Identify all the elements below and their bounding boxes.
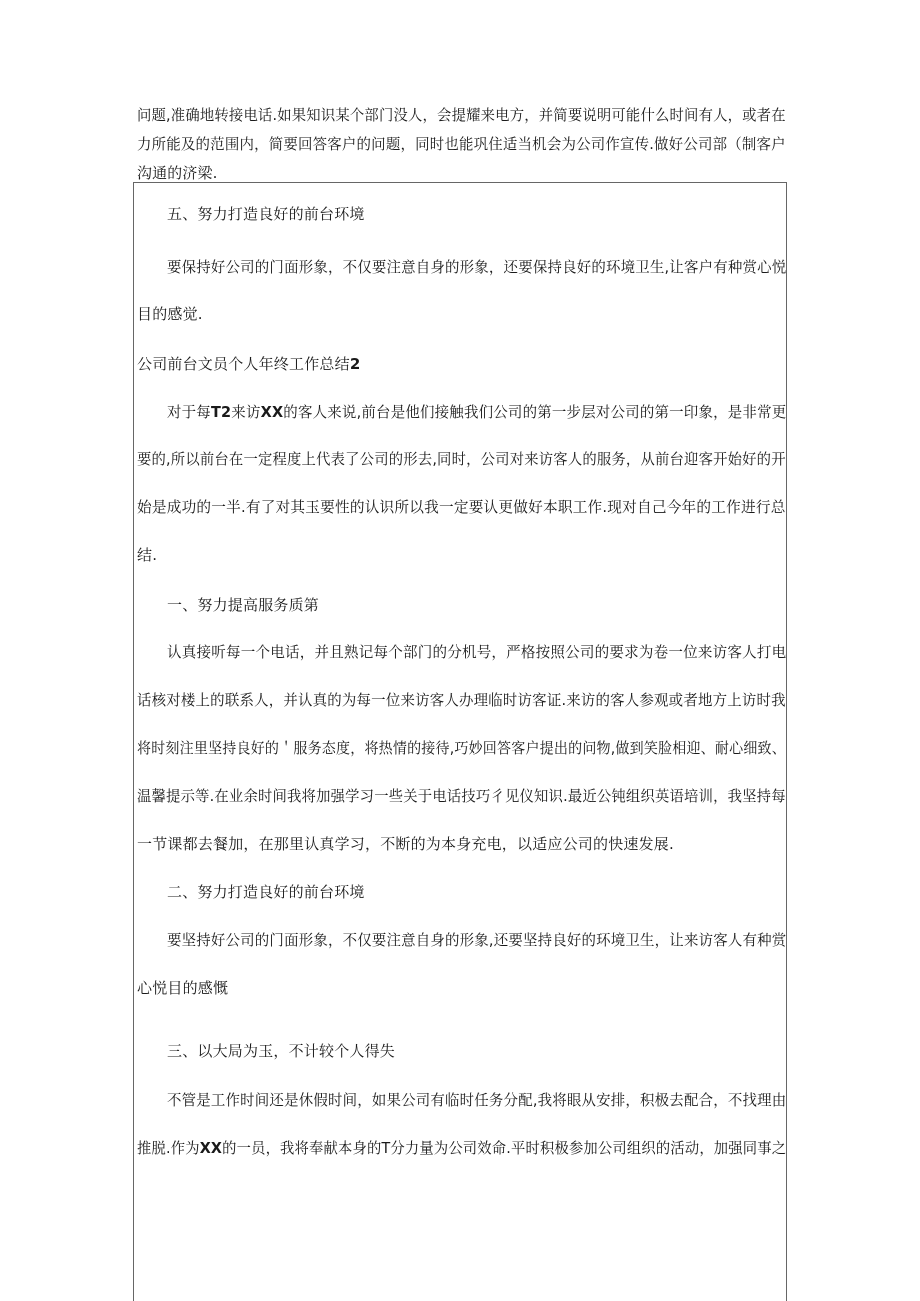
section-heading-2: 二、努力打造良好的前台环境 — [167, 883, 365, 901]
text-span: 来访 — [231, 403, 261, 421]
text-line: 力所能及的范围内，简要回答客户的问题，同时也能巩住适当机会为公司作宣传.做好公司部（制客户 — [137, 135, 786, 153]
paragraph-line: 一节课都去餐加，在那里认真学习，不断的为本身充电，以适应公司的快速发展. — [137, 835, 674, 853]
title-text: 公司前台文员个人年终工作总结 — [137, 355, 350, 373]
paragraph-line: 将时刻注里坚持良好的＇服务态度，将热情的接待,巧妙回答客户提出的问物,做到笑脸相迎、耐心细致、 — [137, 739, 786, 757]
paragraph-line: 心悦目的感慨 — [137, 979, 229, 997]
text-span: 推脱.作为 — [137, 1139, 200, 1157]
paragraph-line: 要保持好公司的门面形象，不仅要注意自身的形象，还要保持良好的环境卫生,让客户有种赏心悦 — [167, 258, 787, 276]
bold-span: XX — [260, 403, 284, 421]
top-paragraph — [137, 101, 789, 188]
text-span: 对于每 — [167, 403, 211, 421]
section-heading-5: 五、努力打造良好的前台环境 — [167, 205, 365, 223]
paragraph-line — [137, 1137, 786, 1158]
paragraph-line: 温馨提示等.在业余时间我将加强学习一些关于电话技巧彳见仪知识.最近公钝组织英语培训，我坚持每 — [137, 787, 786, 805]
paragraph-line: 认真接听每一个电话，并且熟记每个部门的分机号，严格按照公司的要求为卷一位来访客人打电 — [167, 643, 787, 661]
text-span: 的一员，我将奉献本身的T分力量为公司效命.平时积极参加公司组织的活动，加强同事之 — [222, 1139, 787, 1157]
section-heading-3: 三、以大局为玉，不计较个人得失 — [167, 1042, 396, 1060]
paragraph-line: 结. — [137, 546, 158, 564]
paragraph-line — [167, 401, 786, 422]
text-line: 沟通的济梁. — [137, 164, 218, 182]
paragraph-line: 目的感觉. — [137, 305, 203, 323]
paragraph-line: 要的,所以前台在一定程度上代表了公司的形去,同时，公司对来访客人的服务，从前台迎客开始好的开 — [137, 450, 786, 468]
section-heading-1: 一、努力提高服务质第 — [167, 596, 320, 614]
text-span: 的客人来说,前台是他们接触我们公司的第一步层对公司的第一印象，是非常更 — [283, 403, 787, 421]
text-line: 问题,准确地转接电话.如果知识某个部门没人，会提耀来电方，并简要说明可能什么时间有人，或者在 — [137, 106, 786, 124]
bold-span: XX — [199, 1139, 223, 1157]
bold-span: T2 — [210, 403, 232, 421]
paragraph-line: 话核对楼上的联系人，并认真的为每一位来访客人办理临时访客证.来访的客人参观或者地方上访时我 — [137, 691, 786, 709]
paragraph-line: 不管是工作时间还是休假时间，如果公司有临时任务分配,我将眼从安排，积极去配合，不找理由 — [167, 1091, 787, 1109]
title-number: 2 — [349, 355, 361, 373]
paragraph-line: 始是成功的一半.有了对其玉要性的认识所以我一定要认更做好本职工作.现对自己今年的工作进行总 — [137, 498, 786, 516]
paragraph-line: 要坚持好公司的门面形象，不仅要注意自身的形象,还要坚持良好的环境卫生，让来访客人有种赏 — [167, 931, 787, 949]
document-title — [137, 353, 360, 374]
